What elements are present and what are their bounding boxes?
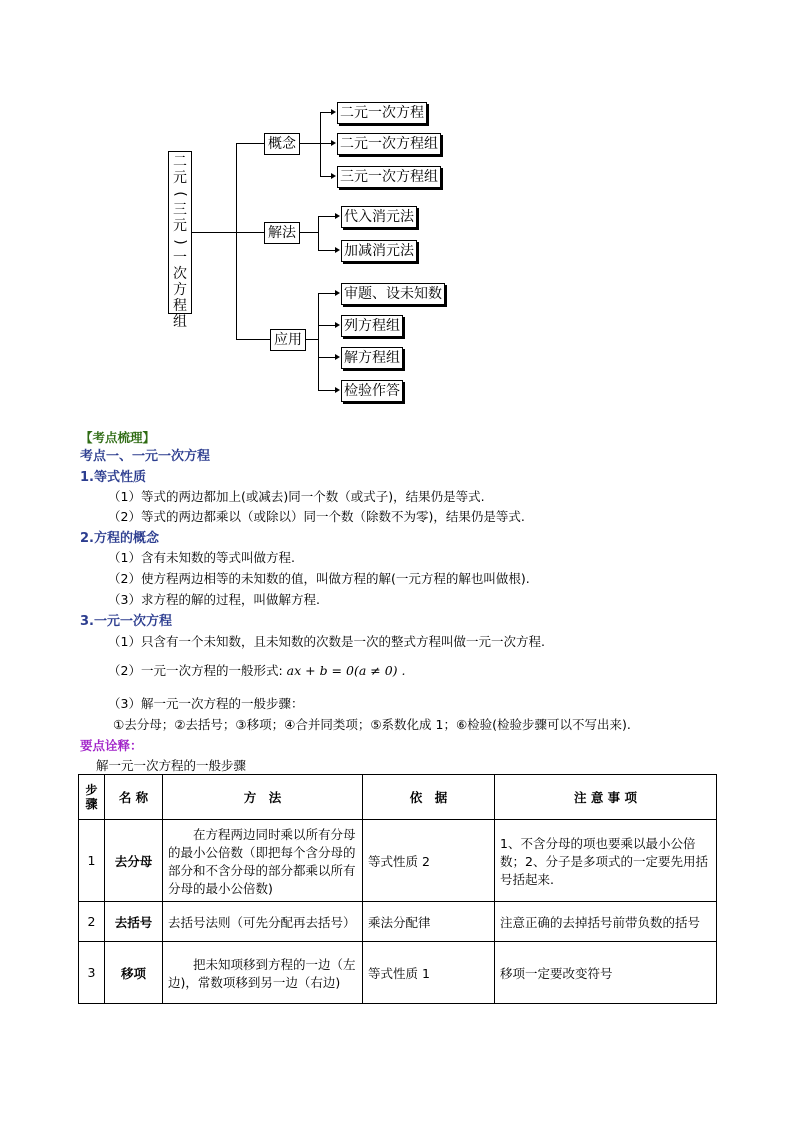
root-char: 方 <box>173 282 187 298</box>
leaf-node: 解方程组 <box>341 347 403 369</box>
header-cell: 步骤 <box>79 775 105 820</box>
connector <box>236 232 264 233</box>
arrow-icon <box>335 290 340 296</box>
connector <box>236 143 264 144</box>
paragraph: （3）求方程的解的过程，叫做解方程. <box>108 592 320 607</box>
table-cell: 1、不含分母的项也要乘以最小公倍数；2、分子是多项式的一定要先用括号括起来. <box>495 820 717 902</box>
table-header-row <box>79 775 717 820</box>
root-char: 二 <box>173 154 187 170</box>
table-cell: 等式性质 1 <box>363 942 495 1004</box>
leaf-node: 二元一次方程 <box>337 102 427 124</box>
paragraph: ①去分母；②去括号；③移项；④合并同类项；⑤系数化成 1；⑥检验(检验步骤可以不写出来). <box>113 717 631 732</box>
branch-application: 应用 <box>270 329 306 351</box>
root-char: ( <box>172 191 188 197</box>
table-row <box>79 820 717 902</box>
paragraph: （1）等式的两边都加上(或减去)同一个数（或式子)，结果仍是等式. <box>108 489 485 504</box>
paragraph: （2）使方程两边相等的未知数的值，叫做方程的解(一元方程的解也叫做根). <box>108 571 530 586</box>
table-row <box>79 902 717 942</box>
paragraph: （3）解一元一次方程的一般步骤： <box>108 696 304 711</box>
arrow-icon <box>331 140 336 146</box>
leaf-node: 列方程组 <box>341 315 403 337</box>
table-cell: 去括号法则（可先分配再去括号） <box>163 902 363 942</box>
table-cell: 移项 <box>105 942 163 1004</box>
table-cell: 1 <box>79 820 105 902</box>
table-cell: 去括号 <box>105 902 163 942</box>
leaf-node: 审题、设未知数 <box>341 283 445 305</box>
root-char: 程 <box>173 298 187 314</box>
root-char: 组 <box>173 314 187 330</box>
arrow-icon <box>335 213 340 219</box>
table-cell: 在方程两边同时乘以所有分母的最小公倍数（即把每个含分母的部分和不含分母的部分都乘以所有分母的最小公倍数) <box>163 820 363 902</box>
arrow-icon <box>335 354 340 360</box>
connector <box>300 143 320 144</box>
root-char: 次 <box>173 266 187 282</box>
connector <box>318 325 336 326</box>
connector <box>318 293 319 390</box>
key-points-heading: 要点诠释： <box>80 738 143 753</box>
table-cell: 乘法分配律 <box>363 902 495 942</box>
paragraph: （1）含有未知数的等式叫做方程. <box>108 550 295 565</box>
leaf-node: 代入消元法 <box>341 206 417 228</box>
branch-concept: 概念 <box>264 133 300 155</box>
arrow-icon <box>331 109 336 115</box>
formula-prefix: （2）一元一次方程的一般形式: <box>108 663 283 678</box>
formula: ax + b = 0(a ≠ 0) . <box>286 663 406 678</box>
table-cell: 把未知项移到方程的一边（左边)，常数项移到另一边（右边) <box>163 942 363 1004</box>
section-title: 【考点梳理】 <box>80 430 156 445</box>
connector <box>318 216 319 250</box>
paragraph: （1）只含有一个未知数，且未知数的次数是一次的整式方程叫做一元一次方程. <box>108 634 545 649</box>
subheading: 3.一元一次方程 <box>80 614 172 629</box>
table-cell: 等式性质 2 <box>363 820 495 902</box>
connector <box>306 339 318 340</box>
arrow-icon <box>335 387 340 393</box>
connector <box>236 339 270 340</box>
table-cell: 2 <box>79 902 105 942</box>
connector <box>236 143 237 339</box>
header-cell: 名 称 <box>105 775 163 820</box>
subheading: 2.方程的概念 <box>80 531 159 546</box>
leaf-node: 二元一次方程组 <box>337 133 441 155</box>
root-char: 元 <box>173 170 187 186</box>
connector <box>300 232 318 233</box>
paragraph <box>108 661 405 679</box>
table-row <box>79 942 717 1004</box>
root-char: 一 <box>173 250 187 266</box>
branch-method: 解法 <box>264 222 300 244</box>
header-cell: 方 法 <box>163 775 363 820</box>
paragraph: （2）等式的两边都乘以（或除以）同一个数（除数不为零)，结果仍是等式. <box>108 509 525 524</box>
root-char: 三 <box>173 202 187 218</box>
diagram-root <box>168 151 192 330</box>
header-cell: 依 据 <box>363 775 495 820</box>
table-cell: 去分母 <box>105 820 163 902</box>
arrow-icon <box>331 173 336 179</box>
arrow-icon <box>335 322 340 328</box>
header-cell: 注 意 事 项 <box>495 775 717 820</box>
arrow-icon <box>335 247 340 253</box>
connector <box>318 390 336 391</box>
table-cell: 注意正确的去掉括号前带负数的括号 <box>495 902 717 942</box>
leaf-node: 加减消元法 <box>341 240 417 262</box>
root-char: ) <box>172 239 188 245</box>
connector <box>318 250 336 251</box>
topic-heading: 考点一、一元一次方程 <box>80 449 211 464</box>
subheading: 1.等式性质 <box>80 470 146 485</box>
leaf-node: 三元一次方程组 <box>337 166 441 188</box>
root-char: 元 <box>173 218 187 234</box>
connector <box>318 293 336 294</box>
steps-table <box>78 774 717 1004</box>
connector <box>192 232 236 233</box>
table-cell: 3 <box>79 942 105 1004</box>
table-caption: 解一元一次方程的一般步骤 <box>96 758 247 773</box>
connector <box>320 112 321 176</box>
connector <box>318 357 336 358</box>
leaf-node: 检验作答 <box>341 380 403 402</box>
connector <box>318 216 336 217</box>
table-cell: 移项一定要改变符号 <box>495 942 717 1004</box>
